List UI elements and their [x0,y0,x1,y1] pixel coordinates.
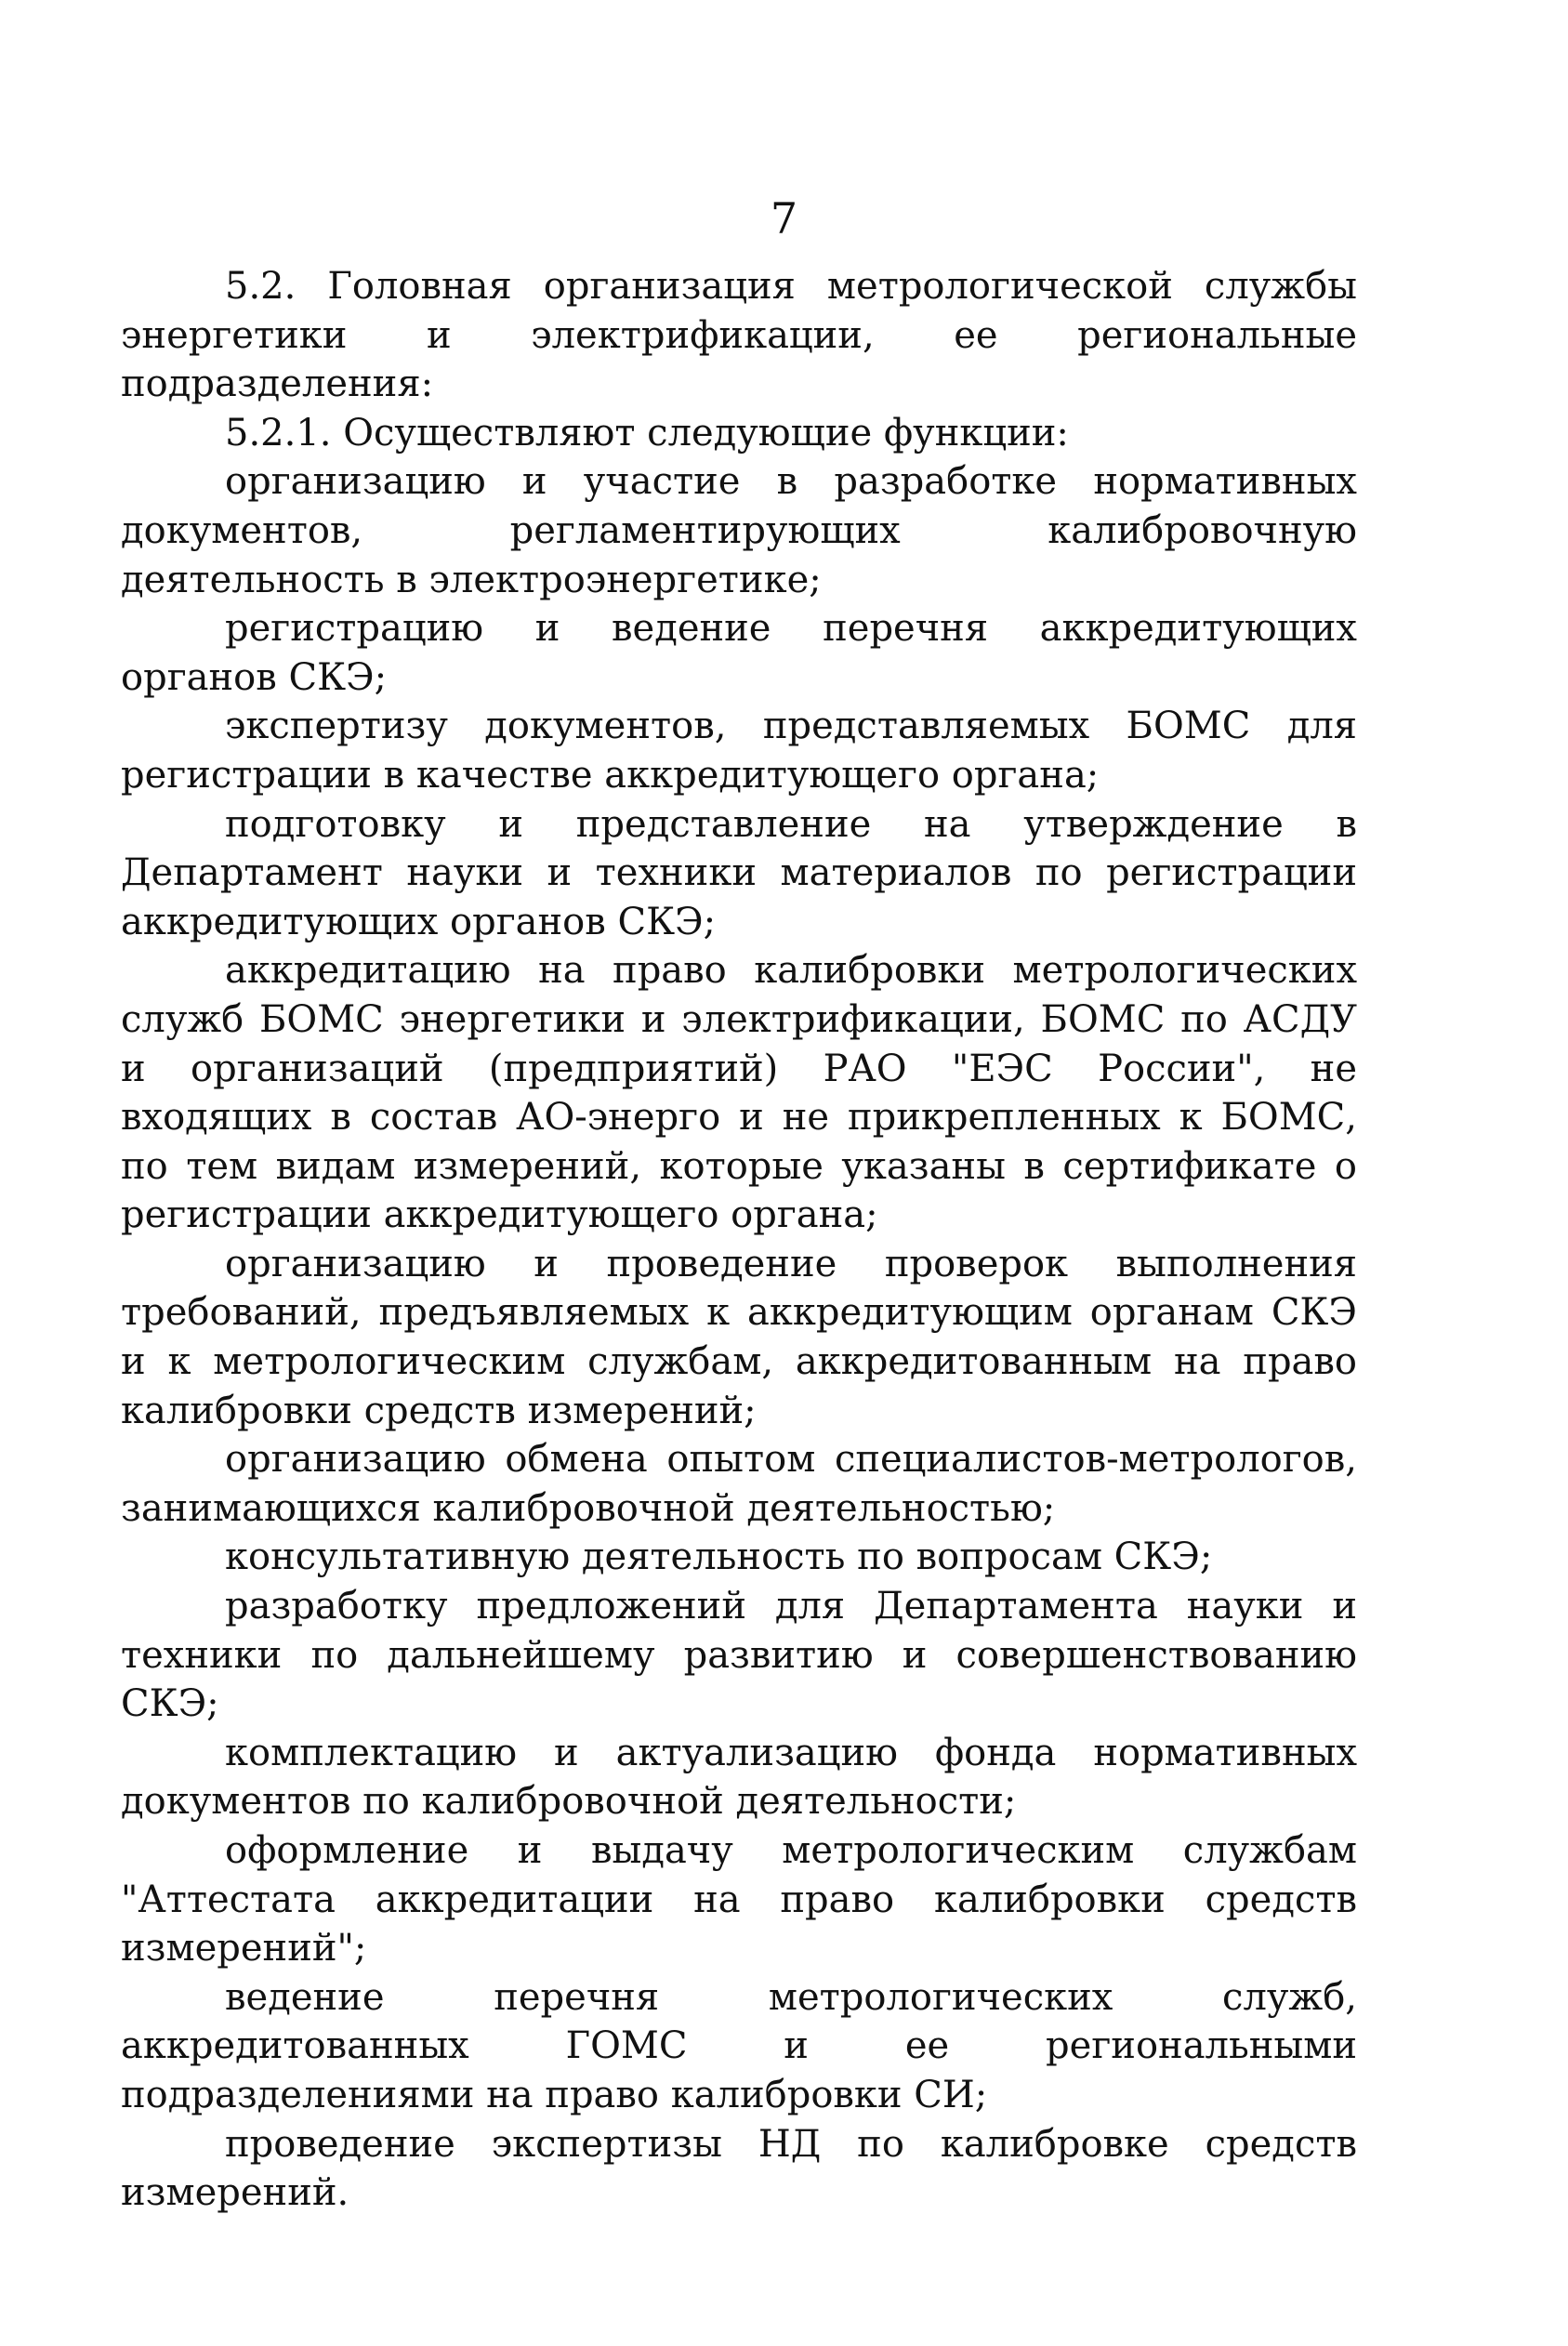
list-item: аккредитацию на право калибровки метрологических служб БОМС энергетики и электрификации, БОМС по АСДУ и организаций (предприятий) РАО "ЕЭС России", не входящих в состав АО-энерго и не прикрепленных к БОМС, по тем видам измерений, которые указаны в сертификате о регистрации аккредитующего органа; [121,949,1357,1237]
list-item: организацию и проведение проверок выполнения требований, предъявляемых к аккредитующим органам СКЭ и к метрологическим службам, аккредитованным на право калибровки средств измерений; [121,1242,1357,1432]
paragraph-5-2-1: 5.2.1. Осуществляют следующие функции: [225,411,1069,455]
list-item: организацию обмена опытом специалистов-метрологов, занимающихся калибровочной деятельностью; [121,1438,1357,1530]
list-item: оформление и выдачу метрологическим службам "Аттестата аккредитации на право калибровки средств измерений"; [121,1829,1357,1970]
list-item: разработку предложений для Департамента науки и техники по дальнейшему развитию и совершенствованию СКЭ; [121,1585,1357,1726]
page-number: 7 [770,193,798,244]
list-item: консультативную деятельность по вопросам СКЭ; [225,1535,1213,1579]
list-item: подготовку и представление на утверждение в Департамент науки и техники материалов по регистрации аккредитующих органов СКЭ; [121,802,1357,943]
list-item: регистрацию и ведение перечня аккредитующих органов СКЭ; [121,607,1357,699]
document-body [121,262,1357,2218]
list-item: проведение экспертизы НД по калибровке средств измерений. [121,2122,1357,2215]
list-item: экспертизу документов, представляемых БОМС для регистрации в качестве аккредитующего органа; [121,705,1357,797]
list-item: ведение перечня метрологических служб, аккредитованных ГОМС и ее региональными подразделениями на право калибровки СИ; [121,1975,1357,2116]
list-item: организацию и участие в разработке нормативных документов, регламентирующих калибровочную деятельность в электроэнергетике; [121,460,1357,601]
list-item: комплектацию и актуализацию фонда нормативных документов по калибровочной деятельности; [121,1731,1357,1824]
paragraph-5-2: 5.2. Головная организация метрологической службы энергетики и электрификации, ее региональные подразделения: [121,265,1357,406]
